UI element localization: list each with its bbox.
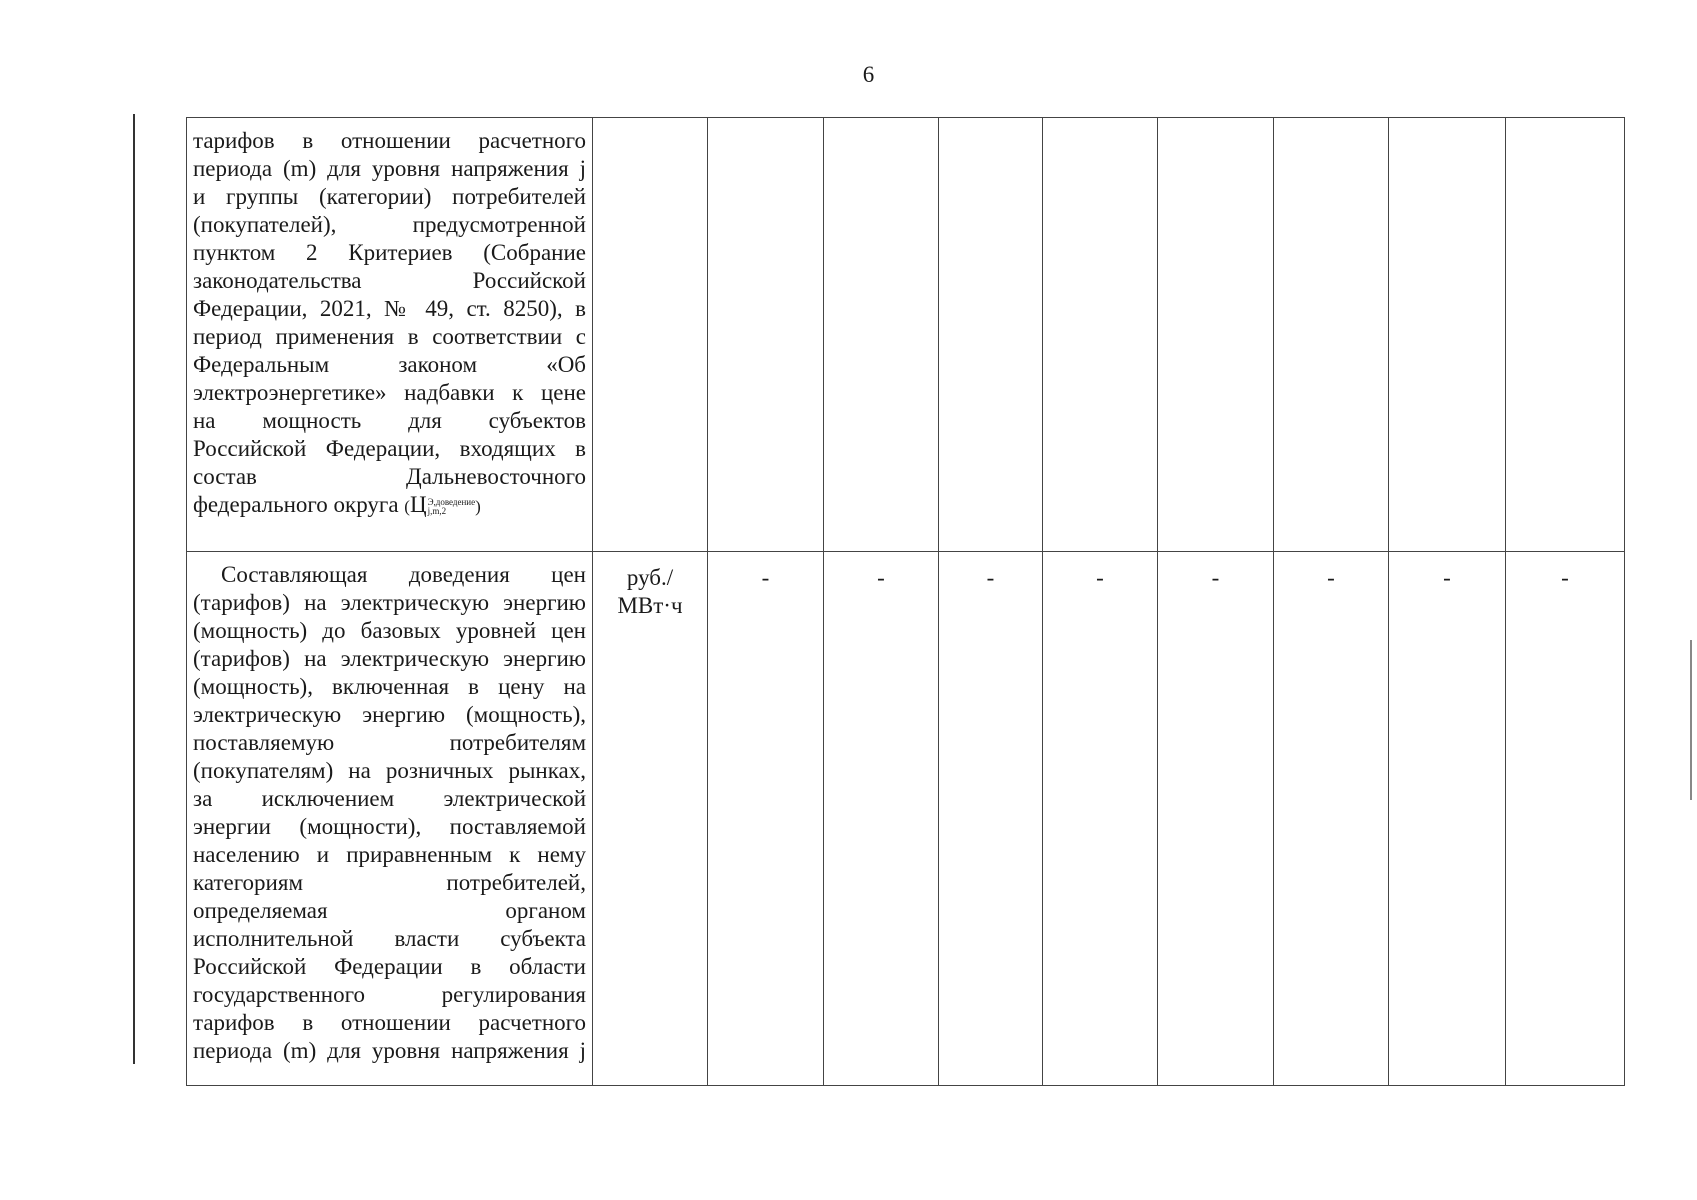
text-line: периода (m) для уровня напряжения j — [193, 1038, 586, 1063]
text-line: (мощность), включенная в цену на — [193, 674, 586, 699]
row2-value-cell: - — [1043, 552, 1158, 1086]
text-line: Федерации, 2021, № 49, ст. 8250), в — [193, 296, 586, 321]
row2-unit-cell — [593, 552, 708, 1086]
text-line: период применения в соответствии с — [193, 324, 586, 349]
text-line: тарифов в отношении расчетного — [193, 1010, 586, 1035]
text-line: поставляемую потребителям — [193, 730, 586, 755]
text-line: (тарифов) на электрическую энергию — [193, 646, 586, 671]
scan-edge-line — [1690, 640, 1692, 800]
formula-subscript: j,m,2 — [427, 505, 447, 516]
row1-value-cell — [1043, 118, 1158, 552]
text-line: (тарифов) на электрическую энергию — [193, 590, 586, 615]
unit-line: МВт·ч — [617, 593, 683, 618]
text-line: категориям потребителей, — [193, 870, 586, 895]
binding-margin-line — [133, 114, 135, 1064]
row2-value-cell: - — [708, 552, 824, 1086]
text-line: тарифов в отношении расчетного — [193, 128, 586, 153]
text-line: Российской Федерации в области — [193, 954, 586, 979]
row1-value-cell — [1506, 118, 1625, 552]
row2-value-cell: - — [1389, 552, 1506, 1086]
row1-value-cell — [1389, 118, 1506, 552]
text-line: электроэнергетике» надбавки к цене — [193, 380, 586, 405]
tariff-table — [186, 117, 1625, 1086]
text-line: Составляющая доведения цен — [221, 562, 586, 587]
row1-value-cell — [1274, 118, 1389, 552]
text-line: (покупателям) на розничных рынках, — [193, 758, 586, 783]
row1-unit-cell — [593, 118, 708, 552]
text-line: электрическую энергию (мощность), — [193, 702, 586, 727]
last-line-text: федерального округа — [193, 492, 399, 517]
text-line: периода (m) для уровня напряжения j — [193, 156, 586, 181]
text-line: населению и приравненным к нему — [193, 842, 586, 867]
row1-description-cell — [187, 118, 593, 552]
table-row — [187, 552, 1625, 1086]
page-number: 6 — [862, 62, 875, 87]
text-line: (мощность) до базовых уровней цен — [193, 618, 586, 643]
row2-value-cell: - — [1506, 552, 1625, 1086]
row1-value-cell — [708, 118, 824, 552]
table-row — [187, 118, 1625, 552]
text-line: состав Дальневосточного — [193, 464, 586, 489]
row2-value-cell: - — [939, 552, 1043, 1086]
formula-base: Ц — [409, 492, 427, 517]
row2-value-cell: - — [1274, 552, 1389, 1086]
row2-description-cell — [187, 552, 593, 1086]
row1-value-cell — [1158, 118, 1274, 552]
price-formula: (Ц Э,доведение j,m,2 ) — [404, 492, 481, 517]
text-line: государственного регулирования — [193, 982, 586, 1007]
text-line — [193, 491, 586, 521]
text-line: (покупателей), предусмотренной — [193, 212, 586, 237]
text-line: на мощность для субъектов — [193, 408, 586, 433]
row1-value-cell — [824, 118, 939, 552]
text-line: и группы (категории) потребителей — [193, 184, 586, 209]
text-line: Российской Федерации, входящих в — [193, 436, 586, 461]
row1-value-cell — [939, 118, 1043, 552]
text-line: пунктом 2 Критериев (Собрание — [193, 240, 586, 265]
row2-value-cell: - — [1158, 552, 1274, 1086]
row2-value-cell: - — [824, 552, 939, 1086]
text-line: Федеральным законом «Об — [193, 352, 586, 377]
text-line: исполнительной власти субъекта — [193, 926, 586, 951]
text-line: определяемая органом — [193, 898, 586, 923]
formula-superscript: Э,доведение — [427, 496, 476, 507]
text-line: законодательства Российской — [193, 268, 586, 293]
text-line: за исключением электрической — [193, 786, 586, 811]
text-line: энергии (мощности), поставляемой — [193, 814, 586, 839]
unit-line: руб./ — [626, 565, 674, 590]
